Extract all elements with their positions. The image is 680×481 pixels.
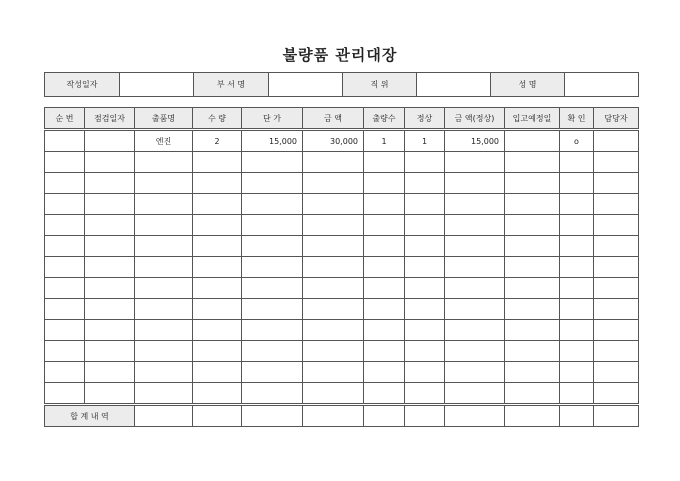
cell-manager[interactable] xyxy=(594,194,639,215)
cell-defect-qty[interactable] xyxy=(364,173,405,194)
cell-amount-normal[interactable] xyxy=(445,236,505,257)
cell-amount[interactable] xyxy=(303,299,364,320)
cell-manager[interactable] xyxy=(594,236,639,257)
cell-item-name[interactable]: 엔진 xyxy=(135,130,193,152)
info-label-department: 부 서 명 xyxy=(194,73,269,97)
cell-item-name[interactable] xyxy=(135,320,193,341)
total-cell-confirm[interactable] xyxy=(560,405,594,427)
table-row xyxy=(45,320,639,341)
cell-unit-price[interactable] xyxy=(242,299,303,320)
info-label-date: 작성일자 xyxy=(45,73,120,97)
cell-item-name[interactable] xyxy=(135,194,193,215)
cell-confirm[interactable] xyxy=(560,173,594,194)
cell-item-name[interactable] xyxy=(135,173,193,194)
table-row xyxy=(45,152,639,173)
table-row xyxy=(45,278,639,299)
total-cell-unit-price[interactable] xyxy=(242,405,303,427)
cell-qty[interactable] xyxy=(193,194,242,215)
col-header-confirm: 확 인 xyxy=(560,108,594,130)
cell-unit-price[interactable]: 15,000 xyxy=(242,130,303,152)
col-header-manager: 담당자 xyxy=(594,108,639,130)
cell-item-name[interactable] xyxy=(135,341,193,362)
info-value-department[interactable] xyxy=(269,73,343,97)
cell-amount-normal[interactable] xyxy=(445,194,505,215)
cell-defect-qty[interactable]: 1 xyxy=(364,130,405,152)
cell-qty[interactable] xyxy=(193,173,242,194)
cell-seq[interactable] xyxy=(45,299,85,320)
col-header-qty: 수 량 xyxy=(193,108,242,130)
cell-normal[interactable]: 1 xyxy=(405,130,445,152)
info-value-position[interactable] xyxy=(417,73,491,97)
defect-table xyxy=(44,107,639,427)
cell-arrival-date[interactable] xyxy=(505,173,560,194)
cell-defect-qty[interactable] xyxy=(364,362,405,383)
page-title: 불량품 관리대장 xyxy=(282,46,398,64)
cell-amount-normal[interactable] xyxy=(445,257,505,278)
table-row xyxy=(45,236,639,257)
cell-confirm[interactable] xyxy=(560,152,594,173)
cell-arrival-date[interactable] xyxy=(505,130,560,152)
cell-amount[interactable] xyxy=(303,341,364,362)
cell-item-name[interactable] xyxy=(135,362,193,383)
cell-manager[interactable] xyxy=(594,215,639,236)
table-row xyxy=(45,215,639,236)
cell-qty[interactable] xyxy=(193,215,242,236)
cell-defect-qty[interactable] xyxy=(364,320,405,341)
cell-manager[interactable] xyxy=(594,130,639,152)
cell-arrival-date[interactable] xyxy=(505,215,560,236)
cell-confirm[interactable] xyxy=(560,257,594,278)
total-cell-defect-qty[interactable] xyxy=(364,405,405,427)
cell-seq[interactable] xyxy=(45,215,85,236)
cell-inspect-date[interactable] xyxy=(85,362,135,383)
header-row xyxy=(45,108,639,130)
cell-amount[interactable] xyxy=(303,383,364,405)
cell-inspect-date[interactable] xyxy=(85,130,135,152)
cell-unit-price[interactable] xyxy=(242,383,303,405)
cell-defect-qty[interactable] xyxy=(364,278,405,299)
col-header-normal: 정상 xyxy=(405,108,445,130)
table-row xyxy=(45,341,639,362)
cell-defect-qty[interactable] xyxy=(364,152,405,173)
cell-inspect-date[interactable] xyxy=(85,215,135,236)
cell-inspect-date[interactable] xyxy=(85,257,135,278)
cell-amount-normal[interactable] xyxy=(445,299,505,320)
cell-item-name[interactable] xyxy=(135,299,193,320)
cell-normal[interactable] xyxy=(405,194,445,215)
cell-manager[interactable] xyxy=(594,278,639,299)
cell-amount[interactable] xyxy=(303,362,364,383)
cell-item-name[interactable] xyxy=(135,278,193,299)
table-row xyxy=(45,362,639,383)
cell-normal[interactable] xyxy=(405,173,445,194)
cell-inspect-date[interactable] xyxy=(85,278,135,299)
cell-unit-price[interactable] xyxy=(242,362,303,383)
info-value-name[interactable] xyxy=(565,73,639,97)
cell-seq[interactable] xyxy=(45,152,85,173)
cell-arrival-date[interactable] xyxy=(505,320,560,341)
total-cell-amount-normal[interactable] xyxy=(445,405,505,427)
cell-defect-qty[interactable] xyxy=(364,341,405,362)
cell-item-name[interactable] xyxy=(135,257,193,278)
cell-unit-price[interactable] xyxy=(242,152,303,173)
col-header-seq: 순 번 xyxy=(45,108,85,130)
cell-inspect-date[interactable] xyxy=(85,383,135,405)
cell-amount-normal[interactable] xyxy=(445,215,505,236)
table-row xyxy=(45,383,639,405)
cell-arrival-date[interactable] xyxy=(505,362,560,383)
info-row xyxy=(45,73,639,97)
cell-unit-price[interactable] xyxy=(242,215,303,236)
cell-arrival-date[interactable] xyxy=(505,236,560,257)
total-cell-item-name[interactable] xyxy=(135,405,193,427)
cell-normal[interactable] xyxy=(405,383,445,405)
cell-item-name[interactable] xyxy=(135,236,193,257)
cell-amount-normal[interactable] xyxy=(445,152,505,173)
cell-qty[interactable] xyxy=(193,278,242,299)
cell-amount-normal[interactable]: 15,000 xyxy=(445,130,505,152)
cell-normal[interactable] xyxy=(405,278,445,299)
col-header-inspect-date: 점검일자 xyxy=(85,108,135,130)
cell-amount[interactable] xyxy=(303,152,364,173)
cell-defect-qty[interactable] xyxy=(364,257,405,278)
cell-unit-price[interactable] xyxy=(242,341,303,362)
cell-normal[interactable] xyxy=(405,236,445,257)
cell-manager[interactable] xyxy=(594,341,639,362)
total-cell-manager[interactable] xyxy=(594,405,639,427)
cell-amount-normal[interactable] xyxy=(445,362,505,383)
cell-arrival-date[interactable] xyxy=(505,257,560,278)
table-row xyxy=(45,194,639,215)
cell-unit-price[interactable] xyxy=(242,320,303,341)
cell-amount[interactable] xyxy=(303,257,364,278)
cell-defect-qty[interactable] xyxy=(364,215,405,236)
col-header-item-name: 출품명 xyxy=(135,108,193,130)
cell-amount-normal[interactable] xyxy=(445,341,505,362)
cell-confirm[interactable] xyxy=(560,362,594,383)
cell-amount[interactable] xyxy=(303,173,364,194)
cell-seq[interactable] xyxy=(45,383,85,405)
cell-amount[interactable]: 30,000 xyxy=(303,130,364,152)
cell-amount[interactable] xyxy=(303,215,364,236)
cell-defect-qty[interactable] xyxy=(364,194,405,215)
cell-seq[interactable] xyxy=(45,278,85,299)
cell-seq[interactable] xyxy=(45,341,85,362)
total-label: 합 계 내 역 xyxy=(45,405,135,427)
cell-arrival-date[interactable] xyxy=(505,152,560,173)
cell-arrival-date[interactable] xyxy=(505,341,560,362)
cell-normal[interactable] xyxy=(405,299,445,320)
cell-manager[interactable] xyxy=(594,257,639,278)
cell-manager[interactable] xyxy=(594,362,639,383)
cell-amount[interactable] xyxy=(303,278,364,299)
col-header-amount-normal: 금 액(정상) xyxy=(445,108,505,130)
cell-amount[interactable] xyxy=(303,194,364,215)
cell-amount[interactable] xyxy=(303,320,364,341)
cell-qty[interactable] xyxy=(193,320,242,341)
cell-unit-price[interactable] xyxy=(242,173,303,194)
cell-normal[interactable] xyxy=(405,341,445,362)
table-row xyxy=(45,173,639,194)
cell-confirm[interactable] xyxy=(560,320,594,341)
cell-confirm[interactable]: o xyxy=(560,130,594,152)
cell-inspect-date[interactable] xyxy=(85,299,135,320)
cell-confirm[interactable] xyxy=(560,341,594,362)
total-cell-normal[interactable] xyxy=(405,405,445,427)
cell-confirm[interactable] xyxy=(560,299,594,320)
cell-manager[interactable] xyxy=(594,320,639,341)
cell-confirm[interactable] xyxy=(560,215,594,236)
cell-seq[interactable] xyxy=(45,173,85,194)
table-row xyxy=(45,299,639,320)
cell-unit-price[interactable] xyxy=(242,236,303,257)
cell-manager[interactable] xyxy=(594,383,639,405)
cell-unit-price[interactable] xyxy=(242,257,303,278)
cell-item-name[interactable] xyxy=(135,383,193,405)
col-header-defect-qty: 출량수 xyxy=(364,108,405,130)
cell-arrival-date[interactable] xyxy=(505,299,560,320)
cell-qty[interactable] xyxy=(193,383,242,405)
cell-manager[interactable] xyxy=(594,173,639,194)
cell-unit-price[interactable] xyxy=(242,194,303,215)
cell-inspect-date[interactable] xyxy=(85,320,135,341)
cell-amount-normal[interactable] xyxy=(445,278,505,299)
cell-seq[interactable] xyxy=(45,130,85,152)
cell-arrival-date[interactable] xyxy=(505,383,560,405)
col-header-unit-price: 단 가 xyxy=(242,108,303,130)
cell-normal[interactable] xyxy=(405,215,445,236)
cell-defect-qty[interactable] xyxy=(364,383,405,405)
cell-qty[interactable] xyxy=(193,236,242,257)
cell-amount-normal[interactable] xyxy=(445,173,505,194)
col-header-arrival-date: 입고예정일 xyxy=(505,108,560,130)
info-label-position: 직 위 xyxy=(343,73,417,97)
cell-seq[interactable] xyxy=(45,257,85,278)
table-row xyxy=(45,257,639,278)
table-row xyxy=(45,130,639,152)
cell-normal[interactable] xyxy=(405,257,445,278)
cell-seq[interactable] xyxy=(45,236,85,257)
cell-confirm[interactable] xyxy=(560,278,594,299)
cell-confirm[interactable] xyxy=(560,194,594,215)
cell-unit-price[interactable] xyxy=(242,278,303,299)
info-table xyxy=(44,72,639,97)
cell-normal[interactable] xyxy=(405,362,445,383)
cell-seq[interactable] xyxy=(45,320,85,341)
cell-inspect-date[interactable] xyxy=(85,236,135,257)
cell-inspect-date[interactable] xyxy=(85,194,135,215)
cell-qty[interactable] xyxy=(193,362,242,383)
cell-manager[interactable] xyxy=(594,152,639,173)
cell-defect-qty[interactable] xyxy=(364,299,405,320)
cell-confirm[interactable] xyxy=(560,236,594,257)
cell-confirm[interactable] xyxy=(560,383,594,405)
cell-qty[interactable]: 2 xyxy=(193,130,242,152)
cell-qty[interactable] xyxy=(193,341,242,362)
cell-normal[interactable] xyxy=(405,152,445,173)
total-cell-qty[interactable] xyxy=(193,405,242,427)
col-header-amount: 금 액 xyxy=(303,108,364,130)
cell-inspect-date[interactable] xyxy=(85,341,135,362)
cell-item-name[interactable] xyxy=(135,215,193,236)
cell-inspect-date[interactable] xyxy=(85,152,135,173)
cell-amount-normal[interactable] xyxy=(445,320,505,341)
cell-normal[interactable] xyxy=(405,320,445,341)
cell-manager[interactable] xyxy=(594,299,639,320)
cell-arrival-date[interactable] xyxy=(505,194,560,215)
cell-defect-qty[interactable] xyxy=(364,236,405,257)
cell-qty[interactable] xyxy=(193,257,242,278)
total-cell-arrival-date[interactable] xyxy=(505,405,560,427)
info-value-date[interactable] xyxy=(120,73,194,97)
cell-item-name[interactable] xyxy=(135,152,193,173)
cell-inspect-date[interactable] xyxy=(85,173,135,194)
total-row xyxy=(45,405,639,427)
info-label-name: 성 명 xyxy=(491,73,565,97)
cell-arrival-date[interactable] xyxy=(505,278,560,299)
cell-qty[interactable] xyxy=(193,152,242,173)
total-cell-amount[interactable] xyxy=(303,405,364,427)
cell-qty[interactable] xyxy=(193,299,242,320)
cell-amount[interactable] xyxy=(303,236,364,257)
cell-seq[interactable] xyxy=(45,362,85,383)
cell-amount-normal[interactable] xyxy=(445,383,505,405)
cell-seq[interactable] xyxy=(45,194,85,215)
